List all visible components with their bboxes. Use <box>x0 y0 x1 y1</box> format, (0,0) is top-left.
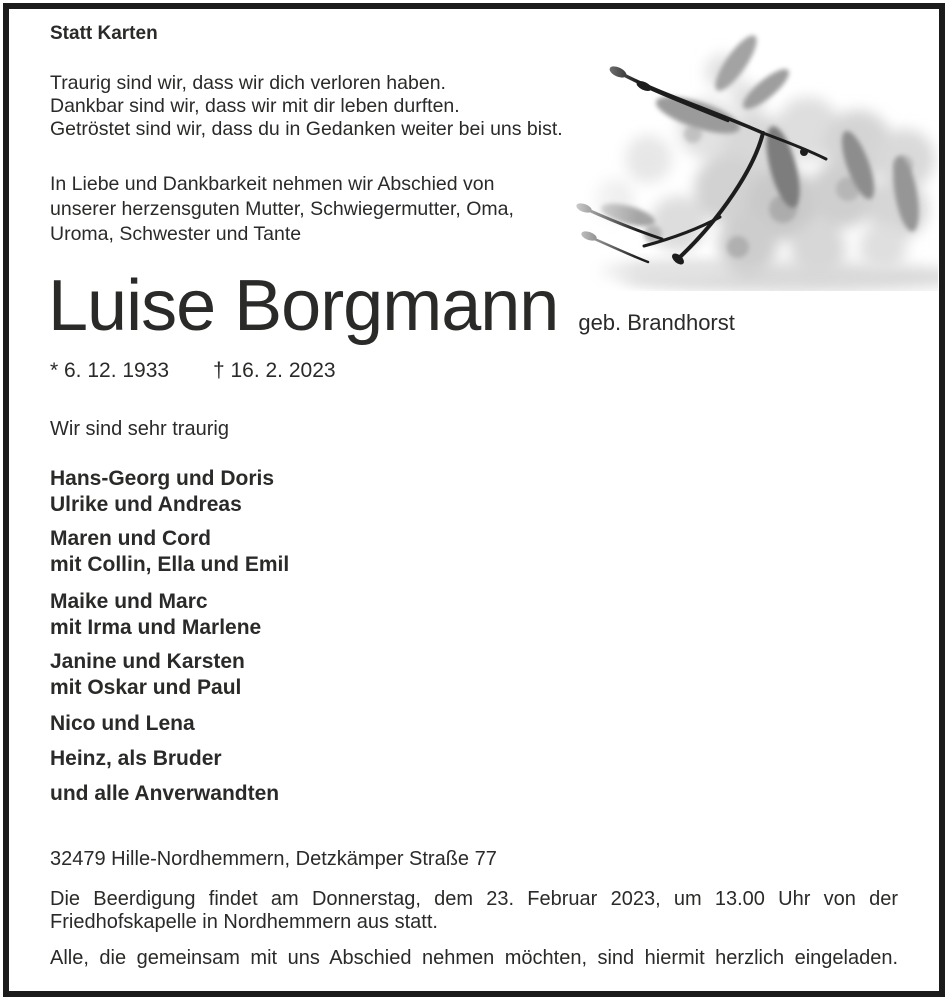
maiden-name: geb. Brandhorst <box>578 310 735 335</box>
intro-line: unserer herzensguten Mutter, Schwiegermutter, Oma, <box>50 198 514 220</box>
mourner-group <box>50 711 195 737</box>
memorial-verse <box>50 72 563 141</box>
death-date: † 16. 2. 2023 <box>212 359 336 382</box>
mourner-group <box>50 781 279 807</box>
verse-line: Dankbar sind wir, dass wir mit dir leben durften. <box>50 95 460 117</box>
mourner-line: Hans-Georg und Doris <box>50 467 275 490</box>
mourner-line: mit Irma und Marlene <box>50 616 262 639</box>
mourner-line: Janine und Karsten <box>50 650 245 673</box>
life-dates <box>50 359 336 383</box>
mourner-group <box>50 649 245 701</box>
funeral-details: Die Beerdigung findet am Donnerstag, dem 23. Februar 2023, um 13.00 Uhr von der Friedhofskapelle in Nordhemmern aus statt. <box>50 888 898 933</box>
mourning-intro: Wir sind sehr traurig <box>50 418 229 440</box>
mourner-line: mit Collin, Ella und Emil <box>50 553 290 576</box>
deceased-name-row <box>48 266 735 346</box>
mourner-line: Ulrike und Andreas <box>50 493 242 516</box>
deceased-name: Luise Borgmann <box>48 266 559 346</box>
mourner-group <box>50 589 261 641</box>
statt-karten-note: Statt Karten <box>50 23 158 44</box>
birth-date: * 6. 12. 1933 <box>50 359 170 382</box>
mourner-line: und alle Anverwandten <box>50 782 280 805</box>
mourner-line: Maren und Cord <box>50 527 211 550</box>
intro-line: Uroma, Schwester und Tante <box>50 223 302 245</box>
mourner-group <box>50 466 274 518</box>
farewell-intro <box>50 172 514 247</box>
mourner-line: mit Oskar und Paul <box>50 676 242 699</box>
intro-line: In Liebe und Dankbarkeit nehmen wir Abschied von <box>50 173 495 195</box>
mourner-group <box>50 746 222 772</box>
mourner-line: Nico und Lena <box>50 712 195 735</box>
verse-line: Traurig sind wir, dass wir dich verloren haben. <box>50 72 446 94</box>
blossom-photo <box>558 9 938 291</box>
verse-line: Getröstet sind wir, dass du in Gedanken weiter bei uns bist. <box>50 118 563 140</box>
mourner-group <box>50 526 289 578</box>
mourner-line: Maike und Marc <box>50 590 208 613</box>
mourner-line: Heinz, als Bruder <box>50 747 222 770</box>
closing-invitation: Alle, die gemeinsam mit uns Abschied nehmen möchten, sind hiermit herzlich eingeladen. <box>50 947 898 969</box>
home-address: 32479 Hille-Nordhemmern, Detzkämper Straße 77 <box>50 848 497 870</box>
